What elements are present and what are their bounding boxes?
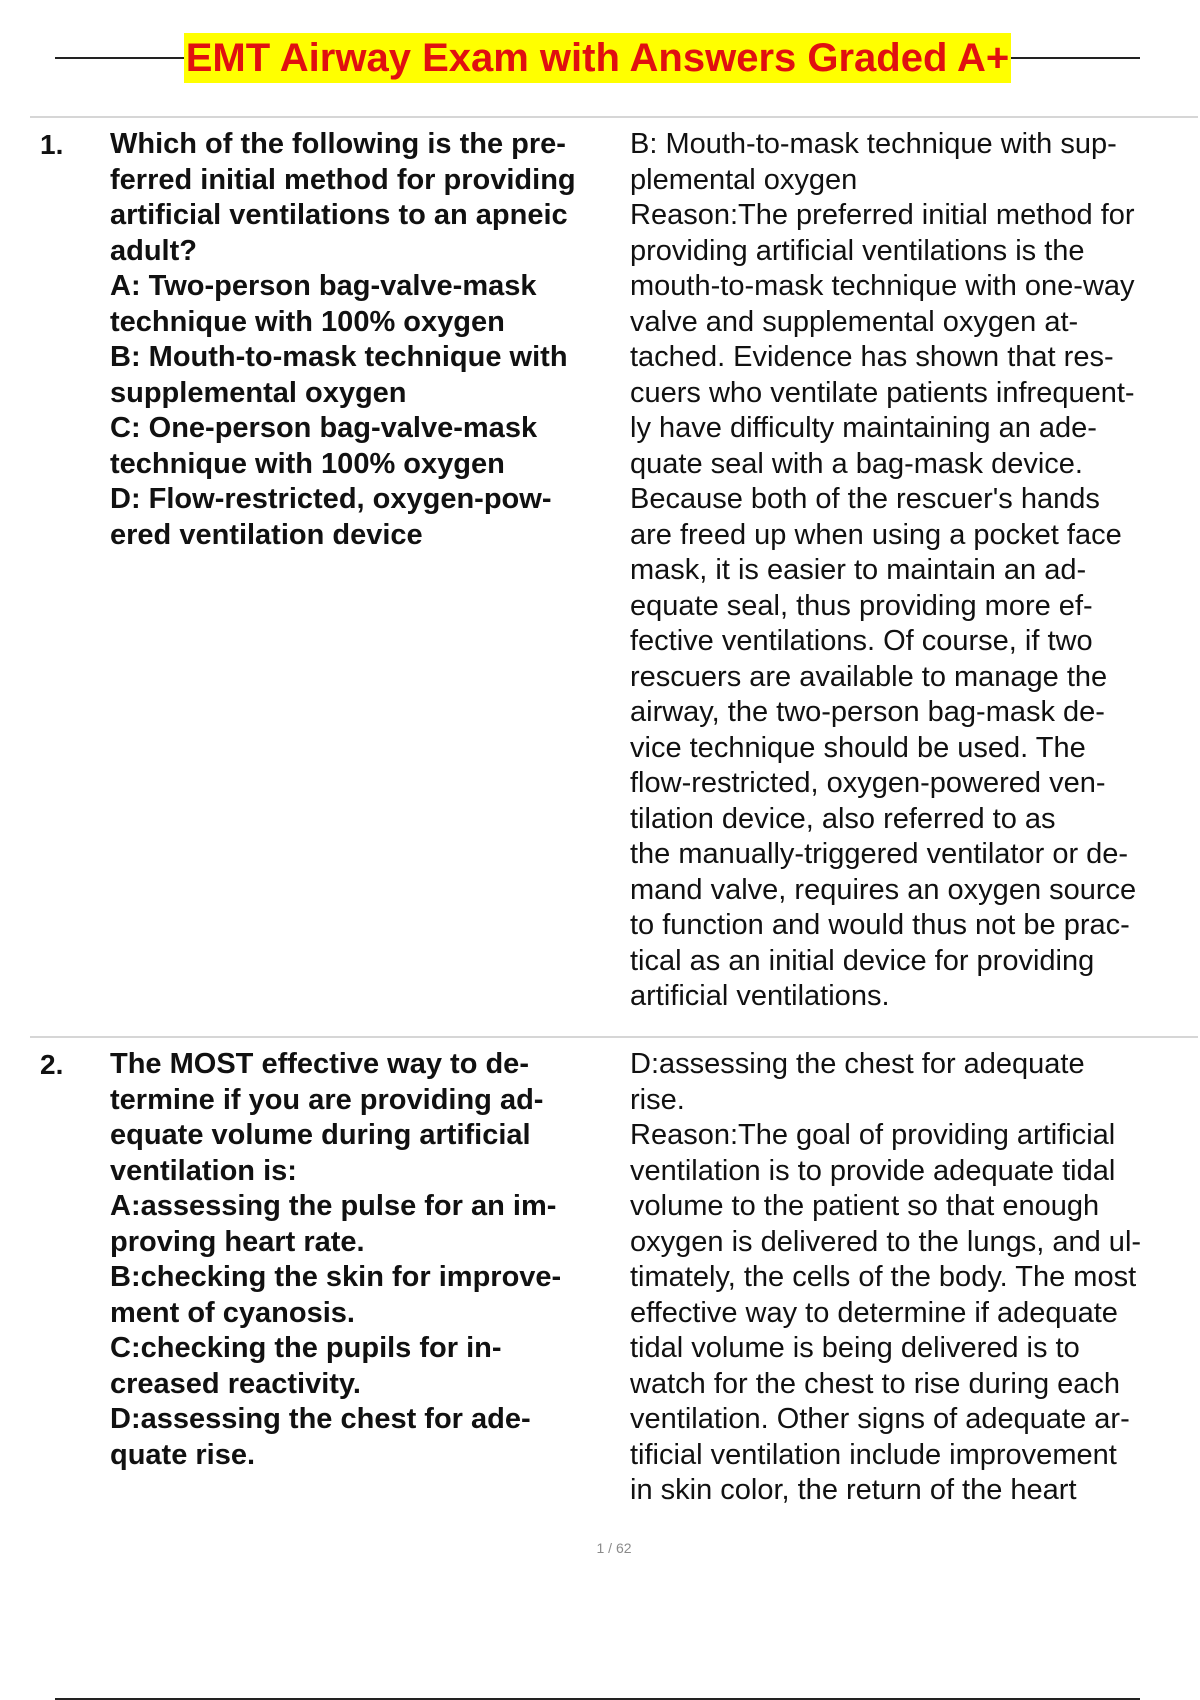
section-divider (30, 116, 1198, 118)
question-number: 1. (40, 129, 64, 160)
title-rule-left (55, 57, 184, 59)
answer-text: B: Mouth-to-mask technique with sup- plemental oxygen Reason:The preferred initial method for providing artificial ventilations is the mouth-to-mask technique with one-way valve and supplemental oxygen at- tached. Evidence has shown that res- cuers who ventilate patients infrequent- ly have difficulty maintaining an ade- quate seal with a bag-mask device. Because both of the rescuer's hands are freed up when using a pocket face mask, it is easier to maintain an ad- equate seal, thus providing more ef- fective ventilations. Of course, if two rescuers are available to manage the airway, the two-person bag-mask de- vice technique should be used. The flow-restricted, oxygen-powered ven- tilation device, also referred to as the manually-triggered ventilator or de- mand valve, requires an oxygen source to function and would thus not be prac- tical as an initial device for providing artificial ventilations. (630, 128, 1137, 1012)
page-number: 1 / 62 (596, 1540, 632, 1556)
question-text: Which of the following is the pre- ferred initial method for providing artificial ventilations to an apneic adult? A: Two-person bag-valve-mask technique with 100% oxygen B: Mouth-to-mask technique with supplemental oxygen C: One-person bag-valve-mask technique with 100% oxygen D: Flow-restricted, oxygen-pow- ered ventilation device (110, 128, 576, 551)
section-divider (30, 1036, 1198, 1038)
answer-text: D:assessing the chest for adequate rise. Reason:The goal of providing artificial ventilation is to provide adequate tidal volume to the patient so that enough oxygen is delivered to the lungs, and ul- timately, the cells of the body. The most effective way to determine if adequate tidal volume is being delivered is to watch for the chest to rise during each ventilation. Other signs of adequate ar- tificial ventilation include improvement in skin color, the return of the heart (630, 1048, 1142, 1506)
title-rule-right (1011, 57, 1140, 59)
question-number: 2. (40, 1049, 64, 1080)
header (55, 28, 1140, 88)
page-title: EMT Airway Exam with Answers Graded A+ (184, 33, 1012, 83)
question-text: The MOST effective way to de- termine if you are providing ad- equate volume during artificial ventilation is: A:assessing the pulse for an im- proving heart rate. B:checking the skin for improve- ment of cyanosis. C:checking the pupils for in- creased reactivity. D:assessing the chest for ade- quate rise. (110, 1048, 562, 1471)
